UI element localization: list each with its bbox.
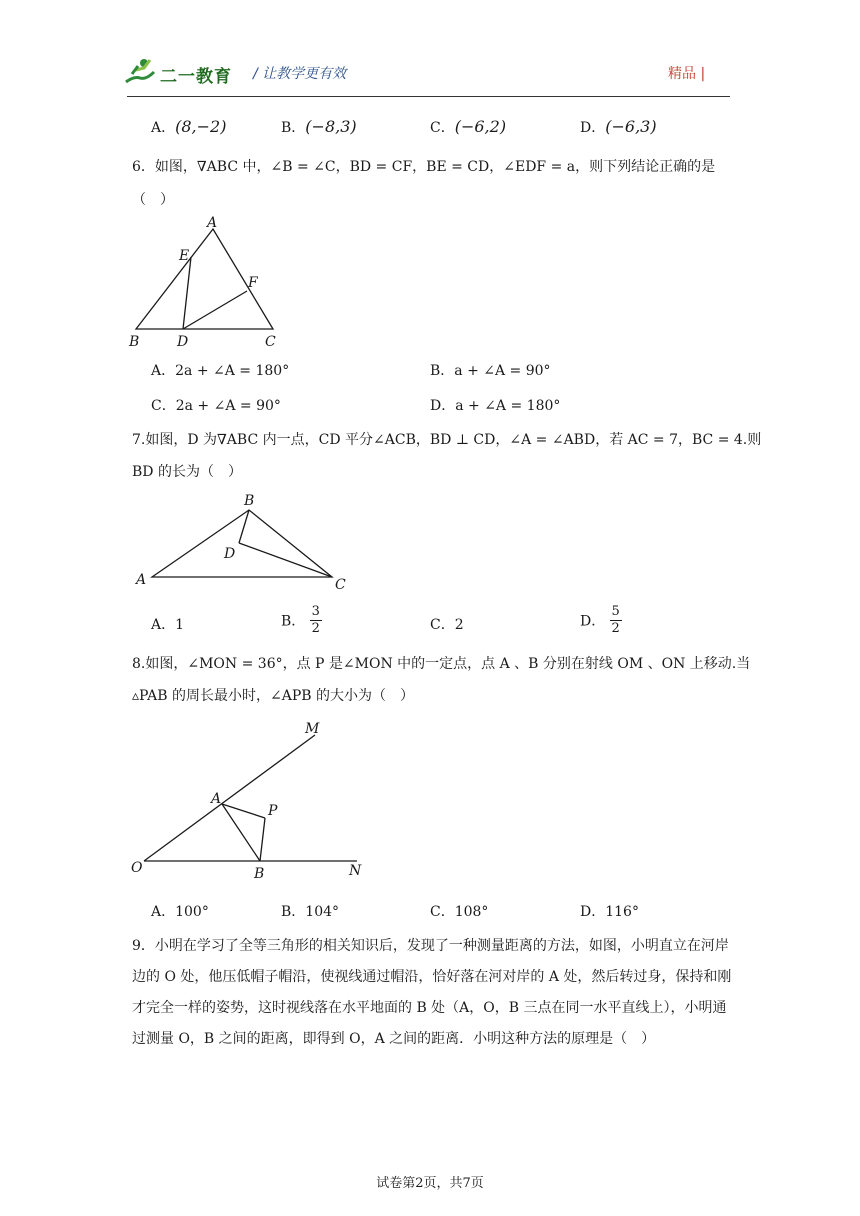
fraction-denominator: 2: [611, 621, 620, 636]
q7-label-C: C: [335, 577, 346, 592]
option-label: B．: [281, 120, 306, 136]
option-label: A．: [151, 120, 176, 136]
q6-option-b[interactable]: B．a + ∠A = 90°: [430, 363, 551, 379]
q7-option-c[interactable]: C．2: [430, 617, 464, 633]
q7-figure: [130, 487, 350, 592]
q8-option-d[interactable]: D．116°: [580, 904, 639, 920]
logo-icon: [124, 56, 158, 86]
q6-option-a[interactable]: A．2a + ∠A = 180°: [151, 363, 290, 379]
q5-option-b[interactable]: [281, 117, 357, 137]
q8-label-M: M: [305, 721, 320, 737]
q5-option-d[interactable]: [580, 117, 657, 137]
q8-label-B: B: [254, 866, 265, 882]
q6-label-F: F: [248, 275, 258, 291]
logo-text: 二一教育: [160, 67, 232, 87]
fraction-denominator: 2: [311, 621, 320, 636]
fraction-numerator: 5: [611, 604, 620, 619]
option-label: D．: [580, 613, 606, 630]
q8-label-P: P: [268, 803, 278, 819]
q5-option-a[interactable]: [151, 117, 226, 137]
option-value: (−6,3): [605, 117, 657, 136]
q8-option-a[interactable]: A．100°: [151, 904, 209, 920]
q8-segment-PB: [260, 818, 265, 861]
premium-badge: 精品 |: [668, 66, 706, 82]
q7-option-a[interactable]: A．1: [151, 617, 185, 633]
q6-label-A: A: [207, 215, 218, 231]
option-label: C．: [430, 120, 455, 136]
q8-ray-OM: [144, 735, 315, 861]
option-label: B．: [281, 613, 306, 630]
q8-label-N: N: [349, 863, 362, 879]
q6-label-D: D: [177, 334, 189, 350]
q7-label-A: A: [136, 572, 147, 588]
q8-option-b[interactable]: B．104°: [281, 904, 340, 920]
q8-segment-AB: [222, 804, 260, 861]
q8-text-line2: ▵PAB 的周长最小时，∠APB 的大小为（ ）: [132, 688, 415, 704]
q7-label-B: B: [244, 493, 255, 509]
fraction: [310, 604, 322, 637]
q9-text: 9．小明在学习了全等三角形的相关知识后，发现了一种测量距离的方法，如图，小明直立在河岸边的 O 处，他压低帽子帽沿，使视线通过帽沿，恰好落在河对岸的 A 处，然后转过身，保持和刚才完全一样的姿势，这时视线落在水平地面的 B 处（A，O，B 三点在同一水平直线上），小明通过测量 O，B 之间的距离，即得到 O，A 之间的距离．小明这种方法的原理是（ ）: [132, 938, 732, 1047]
page-footer: 试卷第2页，共7页: [376, 1176, 484, 1191]
fraction-numerator: 3: [311, 604, 320, 619]
q7-option-d[interactable]: [580, 604, 622, 637]
q7-option-b[interactable]: [281, 604, 322, 637]
q6-label-C: C: [265, 334, 276, 350]
q8-text-line1: 8.如图，∠MON = 36°，点 P 是∠MON 中的一定点，点 A 、B 分别在射线 OM 、ON 上移动.当: [132, 656, 751, 672]
q7-label-D: D: [224, 546, 236, 562]
q6-option-c[interactable]: C．2a + ∠A = 90°: [151, 398, 281, 414]
q8-figure: [125, 715, 375, 885]
q6-segment-ED: [183, 257, 191, 329]
q6-segment-DF: [183, 291, 247, 329]
q5-option-c[interactable]: [430, 117, 506, 137]
q7-segment-DC: [239, 543, 332, 577]
q7-text-line1: 7.如图，D 为∇ABC 内一点，CD 平分∠ACB，BD ⊥ CD，∠A = ∠ABD，若 AC = 7，BC = 4.则: [132, 432, 762, 448]
option-value: (−6,2): [454, 117, 507, 136]
slogan: / 让教学更有效: [253, 66, 347, 82]
option-value: (−8,3): [305, 117, 357, 136]
q6-label-B: B: [129, 334, 140, 350]
q6-paren: （ ）: [132, 192, 174, 208]
q8-label-A: A: [211, 791, 222, 807]
q6-label-E: E: [179, 248, 190, 264]
option-value: (8,−2): [175, 117, 227, 136]
q8-option-c[interactable]: C．108°: [430, 904, 489, 920]
q6-figure: [125, 215, 285, 350]
q6-text: 6．如图，∇ABC 中，∠B = ∠C，BD = CF，BE = CD，∠EDF = a，则下列结论正确的是: [132, 159, 716, 175]
q7-segment-BD: [239, 510, 249, 543]
option-label: D．: [580, 120, 606, 136]
q8-segment-AP: [222, 804, 265, 818]
q8-label-O: O: [131, 860, 143, 876]
header-divider: [127, 96, 730, 97]
q6-option-d[interactable]: D．a + ∠A = 180°: [430, 398, 561, 414]
fraction: [610, 604, 622, 637]
q7-text-line2: BD 的长为（ ）: [132, 464, 242, 480]
